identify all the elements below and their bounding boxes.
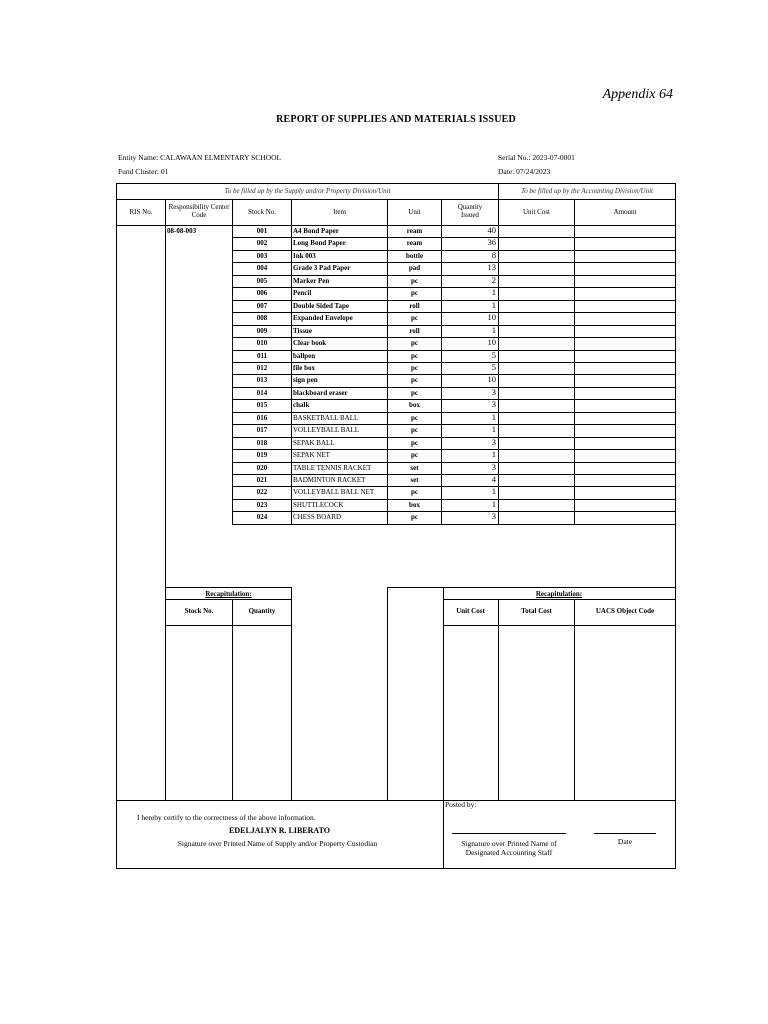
accounting-signature-line [452, 833, 566, 834]
date-label: Date: [498, 167, 515, 176]
custodian-signature-caption: Signature over Printed Name of Supply and/or Property Custodian [177, 839, 378, 848]
stock-no-cell: 005 [256, 277, 268, 285]
recap-divider [498, 599, 499, 800]
header-unit-cost: Unit Cost [522, 208, 551, 216]
recap-divider [291, 587, 292, 800]
item-cell: BADMINTON RACKET [293, 476, 366, 484]
item-cell: VOLLEYBALL BALL NET [293, 488, 375, 496]
item-cell: blackboard eraser [293, 389, 348, 397]
appendix-label: Appendix 64 [602, 87, 673, 102]
item-cell: VOLLEYBALL BALL [293, 426, 360, 434]
header-unit: Unit [408, 208, 421, 216]
quantity-cell: 3 [491, 400, 496, 408]
quantity-cell: 1 [491, 413, 496, 421]
item-cell: file box [293, 364, 315, 372]
header-item: Item [333, 208, 346, 216]
item-cell: Marker Pen [293, 277, 330, 285]
quantity-cell: 10 [487, 338, 496, 346]
item-cell: sign pen [293, 376, 318, 384]
header-rule [116, 225, 676, 226]
entity-name-value: CALAWAAN ELMENTARY SCHOOL [160, 153, 282, 162]
recap-divider [387, 587, 388, 800]
stock-no-cell: 015 [256, 401, 268, 409]
unit-cell: set [410, 476, 419, 484]
header-stock-no: Stock No. [248, 208, 276, 216]
item-cell: Tissue [293, 327, 312, 335]
unit-cell: pc [411, 513, 418, 521]
item-cell: Pencil [293, 289, 312, 297]
unit-cell: pc [411, 488, 418, 496]
serial-no-row [498, 153, 575, 162]
date-caption: Date [617, 837, 633, 846]
serial-no-label: Serial No.: [498, 153, 531, 162]
header-responsibility-center-code: Responsibility Center Code [168, 203, 230, 219]
unit-cell: roll [409, 302, 420, 310]
stock-no-cell: 001 [256, 227, 268, 235]
row-rule [232, 524, 675, 525]
stock-no-cell: 012 [256, 364, 268, 372]
item-cell: Long Bond Paper [293, 239, 346, 247]
quantity-cell: 1 [491, 288, 496, 296]
unit-cell: pc [411, 339, 418, 347]
item-cell: CHESS BOARD [293, 513, 342, 521]
ris-column-divider [165, 225, 166, 800]
page-title: REPORT OF SUPPLIES AND MATERIALS ISSUED [276, 114, 516, 125]
accounting-signature-caption: Signature over Printed Name of Designated Accounting Staff [461, 839, 557, 857]
quantity-cell: 3 [491, 438, 496, 446]
quantity-cell: 5 [491, 363, 496, 371]
item-cell: SEPAK BALL [293, 439, 335, 447]
quantity-cell: 1 [491, 425, 496, 433]
item-cell: chalk [293, 401, 310, 409]
responsibility-center-code-value: 08-08-003 [167, 227, 197, 235]
posted-by-label: Posted by: [445, 800, 477, 809]
recap-uacs-header: UACS Object Code [595, 607, 655, 615]
unit-cell: box [409, 401, 420, 409]
unit-cell: bottle [405, 252, 424, 260]
stock-no-cell: 024 [256, 513, 268, 521]
quantity-cell: 4 [491, 475, 496, 483]
unit-cell: pc [411, 314, 418, 322]
stock-no-cell: 016 [256, 414, 268, 422]
stock-no-cell: 018 [256, 439, 268, 447]
stock-no-cell: 009 [256, 327, 268, 335]
unit-cell: pc [411, 439, 418, 447]
row-column-divider [574, 225, 575, 524]
item-cell: BASKETBALL BALL [293, 414, 359, 422]
quantity-cell: 5 [491, 351, 496, 359]
quantity-cell: 10 [487, 313, 496, 321]
quantity-cell: 13 [487, 263, 496, 271]
recap-left-header-rule [165, 625, 291, 626]
stock-no-cell: 013 [256, 376, 268, 384]
table-top-border [116, 183, 676, 184]
footer-divider [443, 800, 444, 868]
recap-total-cost-header: Total Cost [521, 607, 552, 615]
footer-rule [116, 800, 676, 801]
unit-cell: pc [411, 426, 418, 434]
item-cell: A4 Bond Paper [293, 227, 339, 235]
stock-no-cell: 017 [256, 426, 268, 434]
stock-no-cell: 003 [256, 252, 268, 260]
table-left-border [116, 183, 117, 869]
unit-cell: ream [406, 227, 423, 235]
stock-no-cell: 020 [256, 464, 268, 472]
quantity-cell: 1 [491, 487, 496, 495]
recap-left-title: Recapitulation: [205, 590, 252, 598]
recap-unit-cost-header: Unit Cost [456, 607, 485, 615]
header-column-divider [441, 199, 442, 225]
quantity-cell: 1 [491, 326, 496, 334]
item-cell: Grade 3 Pad Paper [293, 264, 351, 272]
stock-no-cell: 006 [256, 289, 268, 297]
recap-quantity-header: Quantity [248, 607, 276, 615]
recap-stock-no-header: Stock No. [184, 607, 214, 615]
unit-cell: pc [411, 414, 418, 422]
stock-no-cell: 021 [256, 476, 268, 484]
header-amount: Amount [613, 208, 637, 216]
date-signature-line [594, 833, 656, 834]
certification-text: I hereby certify to the correctness of the above information. [137, 813, 316, 822]
unit-cell: box [409, 501, 420, 509]
quantity-cell: 36 [487, 238, 496, 246]
unit-cell: set [410, 464, 419, 472]
fund-cluster-label: Fund Cluster: [118, 167, 160, 176]
stock-no-cell: 007 [256, 302, 268, 310]
item-cell: Expanded Envelope [293, 314, 353, 322]
table-right-border [675, 183, 676, 869]
table-bottom-border [116, 868, 676, 869]
entity-name-label: Entity Name: [118, 153, 159, 162]
quantity-cell: 1 [491, 450, 496, 458]
row-column-divider [291, 225, 292, 524]
quantity-cell: 1 [491, 301, 496, 309]
stock-no-cell: 011 [256, 352, 268, 360]
recap-right-header-rule [443, 625, 675, 626]
banner-accounting: To be filled up by the Accounting Division/Unit [520, 187, 653, 195]
item-cell: SEPAK NET [293, 451, 330, 459]
recap-left-top [165, 587, 291, 588]
quantity-cell: 40 [487, 226, 496, 234]
row-column-divider [498, 225, 499, 524]
stock-no-cell: 002 [256, 239, 268, 247]
stock-no-cell: 022 [256, 488, 268, 496]
unit-cell: ream [406, 239, 423, 247]
stock-no-cell: 008 [256, 314, 268, 322]
recap-divider [443, 587, 444, 800]
date-row [498, 167, 550, 176]
header-ris-no: RIS No. [129, 208, 153, 216]
quantity-cell: 10 [487, 375, 496, 383]
quantity-cell: 8 [491, 251, 496, 259]
unit-cell: pc [411, 376, 418, 384]
recap-right-title-rule [443, 599, 675, 600]
unit-cell: pc [411, 364, 418, 372]
banner-rule [116, 199, 676, 200]
serial-no-value: 2023-07-0001 [532, 153, 575, 162]
item-cell: Double Sided Tape [293, 302, 350, 310]
recap-mid-top [387, 587, 443, 588]
recap-divider [574, 599, 575, 800]
stock-no-cell: 019 [256, 451, 268, 459]
fund-cluster-value: 01 [160, 167, 169, 176]
quantity-cell: 2 [491, 276, 496, 284]
recap-right-top [443, 587, 675, 588]
unit-cell: pad [408, 264, 421, 272]
unit-cell: pc [411, 389, 418, 397]
item-cell: Ink 003 [293, 252, 316, 260]
recap-left-title-rule [165, 599, 291, 600]
stock-no-cell: 023 [256, 501, 268, 509]
custodian-name: EDELJALYN R. LIBERATO [229, 826, 330, 835]
quantity-cell: 3 [491, 463, 496, 471]
item-cell: TABLE TENNIS RACKET [293, 464, 372, 472]
item-cell: ballpen [293, 352, 316, 360]
item-cell: Clear book [293, 339, 327, 347]
quantity-cell: 1 [491, 500, 496, 508]
item-cell: SHUTTLECOCK [293, 501, 344, 509]
quantity-cell: 3 [491, 512, 496, 520]
date-value: 07/24/2023 [516, 167, 551, 176]
unit-cell: pc [411, 352, 418, 360]
recap-divider [232, 599, 233, 800]
stock-no-cell: 004 [256, 264, 268, 272]
unit-cell: pc [411, 289, 418, 297]
recap-right-title: Recapitulation: [535, 590, 583, 598]
quantity-cell: 3 [491, 388, 496, 396]
fund-cluster-row [118, 167, 168, 176]
banner-supply: To be filled up by the Supply and/or Property Division/Unit [224, 187, 391, 195]
unit-cell: roll [409, 327, 420, 335]
entity-name-row [118, 153, 281, 162]
unit-cell: pc [411, 277, 418, 285]
stock-no-cell: 014 [256, 389, 268, 397]
stock-no-cell: 010 [256, 339, 268, 347]
unit-cell: pc [411, 451, 418, 459]
header-quantity-issued: Quantity Issued [457, 203, 483, 219]
